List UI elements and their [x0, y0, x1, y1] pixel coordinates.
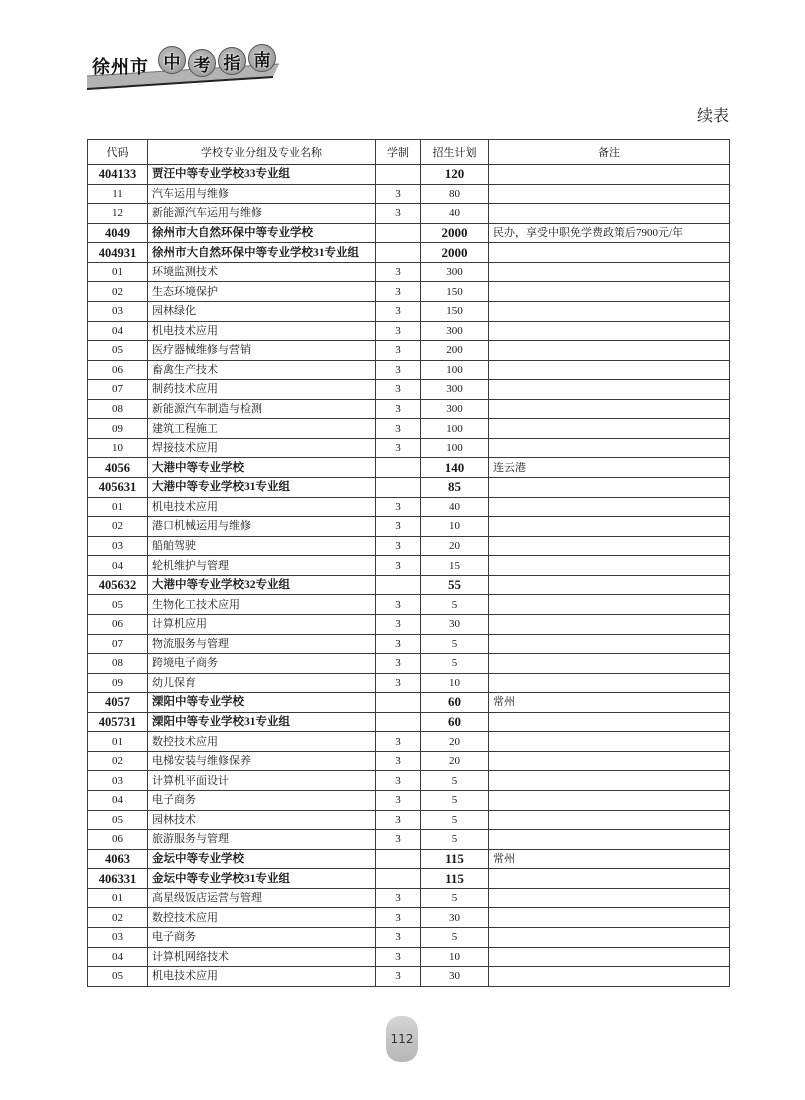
cell-plan: 80 [421, 184, 489, 204]
cell-plan: 5 [421, 595, 489, 615]
cell-note [489, 927, 730, 947]
cell-name: 旅游服务与管理 [148, 830, 376, 850]
logo-city: 徐州市 [92, 57, 149, 78]
enrollment-table [87, 139, 730, 987]
cell-plan: 20 [421, 751, 489, 771]
cell-code: 08 [88, 399, 148, 419]
cell-plan: 140 [421, 458, 489, 478]
cell-code: 02 [88, 908, 148, 928]
cell-name: 电梯安装与维修保养 [148, 751, 376, 771]
cell-years [376, 869, 421, 889]
column-header-years: 学制 [376, 140, 421, 165]
cell-note [489, 712, 730, 732]
cell-plan: 100 [421, 360, 489, 380]
continued-label: 续表 [696, 108, 729, 125]
cell-code: 4063 [88, 849, 148, 869]
cell-name: 数控技术应用 [148, 908, 376, 928]
cell-code: 01 [88, 262, 148, 282]
column-header-name: 学校专业分组及专业名称 [148, 140, 376, 165]
cell-name: 新能源汽车制造与检测 [148, 399, 376, 419]
cell-code: 404931 [88, 243, 148, 263]
cell-plan: 5 [421, 771, 489, 791]
cell-note [489, 282, 730, 302]
cell-years: 3 [376, 419, 421, 439]
cell-note [489, 771, 730, 791]
school-row [88, 458, 730, 478]
cell-note [489, 517, 730, 537]
cell-plan: 30 [421, 908, 489, 928]
cell-years [376, 849, 421, 869]
cell-note [489, 301, 730, 321]
cell-name: 高星级饭店运营与管理 [148, 888, 376, 908]
cell-plan: 5 [421, 634, 489, 654]
cell-name: 徐州市大自然环保中等专业学校 [148, 223, 376, 243]
cell-name: 物流服务与管理 [148, 634, 376, 654]
major-row [88, 947, 730, 967]
cell-plan: 120 [421, 165, 489, 185]
cell-years: 3 [376, 497, 421, 517]
cell-name: 医疗器械维修与营销 [148, 341, 376, 361]
school-row [88, 693, 730, 713]
major-row [88, 595, 730, 615]
major-row [88, 732, 730, 752]
cell-plan: 150 [421, 282, 489, 302]
cell-code: 08 [88, 654, 148, 674]
logo-title-char: 中 [158, 46, 186, 74]
cell-code: 405731 [88, 712, 148, 732]
group-row [88, 165, 730, 185]
cell-years [376, 165, 421, 185]
cell-name: 机电技术应用 [148, 967, 376, 987]
cell-name: 机电技术应用 [148, 497, 376, 517]
cell-plan: 15 [421, 556, 489, 576]
cell-plan: 5 [421, 810, 489, 830]
cell-years: 3 [376, 556, 421, 576]
cell-years [376, 223, 421, 243]
cell-code: 4056 [88, 458, 148, 478]
major-row [88, 184, 730, 204]
cell-note [489, 262, 730, 282]
cell-code: 07 [88, 380, 148, 400]
major-row [88, 908, 730, 928]
cell-code: 04 [88, 556, 148, 576]
cell-note [489, 654, 730, 674]
cell-note [489, 810, 730, 830]
cell-note [489, 497, 730, 517]
cell-plan: 10 [421, 673, 489, 693]
cell-name: 汽车运用与维修 [148, 184, 376, 204]
table-body [88, 165, 730, 987]
column-header-plan: 招生计划 [421, 140, 489, 165]
major-row [88, 360, 730, 380]
cell-plan: 115 [421, 849, 489, 869]
cell-years: 3 [376, 360, 421, 380]
major-row [88, 967, 730, 987]
cell-note [489, 556, 730, 576]
cell-years: 3 [376, 614, 421, 634]
cell-name: 电子商务 [148, 791, 376, 811]
cell-years [376, 458, 421, 478]
column-header-code: 代码 [88, 140, 148, 165]
cell-note [489, 438, 730, 458]
cell-name: 跨境电子商务 [148, 654, 376, 674]
cell-plan: 100 [421, 419, 489, 439]
cell-plan: 10 [421, 517, 489, 537]
cell-code: 11 [88, 184, 148, 204]
cell-code: 404133 [88, 165, 148, 185]
cell-code: 04 [88, 947, 148, 967]
cell-name: 计算机应用 [148, 614, 376, 634]
cell-name: 溧阳中等专业学校 [148, 693, 376, 713]
cell-note [489, 791, 730, 811]
group-row [88, 869, 730, 889]
major-row [88, 673, 730, 693]
major-row [88, 341, 730, 361]
cell-years: 3 [376, 908, 421, 928]
cell-note [489, 165, 730, 185]
cell-code: 06 [88, 360, 148, 380]
cell-note [489, 321, 730, 341]
cell-note [489, 947, 730, 967]
cell-code: 07 [88, 634, 148, 654]
major-row [88, 419, 730, 439]
cell-years: 3 [376, 399, 421, 419]
major-row [88, 654, 730, 674]
cell-years: 3 [376, 536, 421, 556]
cell-years [376, 243, 421, 263]
cell-code: 02 [88, 517, 148, 537]
cell-years: 3 [376, 341, 421, 361]
cell-note [489, 869, 730, 889]
cell-note [489, 595, 730, 615]
cell-note [489, 888, 730, 908]
cell-plan: 5 [421, 654, 489, 674]
table-header [88, 140, 730, 165]
cell-plan: 5 [421, 927, 489, 947]
cell-code: 02 [88, 751, 148, 771]
cell-plan: 300 [421, 321, 489, 341]
cell-code: 4057 [88, 693, 148, 713]
cell-plan: 5 [421, 791, 489, 811]
cell-name: 大港中等专业学校31专业组 [148, 478, 376, 498]
cell-note [489, 732, 730, 752]
cell-years [376, 693, 421, 713]
cell-plan: 100 [421, 438, 489, 458]
major-row [88, 634, 730, 654]
cell-plan: 300 [421, 380, 489, 400]
cell-years: 3 [376, 673, 421, 693]
logo-title [158, 46, 276, 77]
header-row [88, 140, 730, 165]
cell-years: 3 [376, 751, 421, 771]
cell-years: 3 [376, 927, 421, 947]
cell-years: 3 [376, 791, 421, 811]
cell-name: 溧阳中等专业学校31专业组 [148, 712, 376, 732]
page-number: 112 [386, 1016, 418, 1062]
cell-note [489, 341, 730, 361]
cell-name: 畜禽生产技术 [148, 360, 376, 380]
cell-note [489, 673, 730, 693]
cell-name: 新能源汽车运用与维修 [148, 204, 376, 224]
logo-title-char: 考 [188, 49, 216, 77]
major-row [88, 517, 730, 537]
cell-note [489, 614, 730, 634]
major-row [88, 614, 730, 634]
cell-code: 01 [88, 732, 148, 752]
cell-plan: 40 [421, 497, 489, 517]
cell-code: 03 [88, 771, 148, 791]
cell-name: 园林技术 [148, 810, 376, 830]
school-row [88, 223, 730, 243]
cell-years: 3 [376, 301, 421, 321]
cell-name: 计算机网络技术 [148, 947, 376, 967]
cell-name: 电子商务 [148, 927, 376, 947]
cell-note [489, 575, 730, 595]
cell-years: 3 [376, 654, 421, 674]
cell-code: 09 [88, 673, 148, 693]
cell-years: 3 [376, 517, 421, 537]
cell-years: 3 [376, 204, 421, 224]
cell-plan: 20 [421, 732, 489, 752]
cell-plan: 300 [421, 399, 489, 419]
cell-name: 计算机平面设计 [148, 771, 376, 791]
cell-plan: 5 [421, 830, 489, 850]
cell-name: 建筑工程施工 [148, 419, 376, 439]
cell-note [489, 243, 730, 263]
cell-note [489, 634, 730, 654]
cell-years: 3 [376, 830, 421, 850]
cell-code: 405631 [88, 478, 148, 498]
major-row [88, 751, 730, 771]
cell-years: 3 [376, 967, 421, 987]
cell-note [489, 380, 730, 400]
major-row [88, 399, 730, 419]
cell-note [489, 204, 730, 224]
major-row [88, 497, 730, 517]
cell-plan: 55 [421, 575, 489, 595]
cell-code: 10 [88, 438, 148, 458]
cell-code: 03 [88, 927, 148, 947]
cell-code: 01 [88, 888, 148, 908]
major-row [88, 536, 730, 556]
major-row [88, 927, 730, 947]
cell-note [489, 536, 730, 556]
group-row [88, 478, 730, 498]
cell-plan: 20 [421, 536, 489, 556]
cell-code: 03 [88, 536, 148, 556]
cell-name: 轮机维护与管理 [148, 556, 376, 576]
cell-years [376, 478, 421, 498]
cell-plan: 60 [421, 693, 489, 713]
cell-name: 金坛中等专业学校 [148, 849, 376, 869]
major-row [88, 282, 730, 302]
cell-name: 大港中等专业学校 [148, 458, 376, 478]
cell-years [376, 712, 421, 732]
major-row [88, 830, 730, 850]
cell-code: 09 [88, 419, 148, 439]
cell-plan: 10 [421, 947, 489, 967]
cell-plan: 85 [421, 478, 489, 498]
major-row [88, 888, 730, 908]
cell-name: 生态环境保护 [148, 282, 376, 302]
group-row [88, 575, 730, 595]
cell-years: 3 [376, 732, 421, 752]
cell-code: 06 [88, 614, 148, 634]
major-row [88, 556, 730, 576]
cell-plan: 150 [421, 301, 489, 321]
major-row [88, 262, 730, 282]
cell-years: 3 [376, 595, 421, 615]
cell-code: 05 [88, 595, 148, 615]
major-row [88, 791, 730, 811]
cell-code: 4049 [88, 223, 148, 243]
cell-plan: 5 [421, 888, 489, 908]
cell-code: 02 [88, 282, 148, 302]
cell-years: 3 [376, 888, 421, 908]
cell-plan: 30 [421, 614, 489, 634]
cell-code: 04 [88, 791, 148, 811]
cell-years: 3 [376, 947, 421, 967]
major-row [88, 810, 730, 830]
cell-name: 机电技术应用 [148, 321, 376, 341]
cell-note: 常州 [489, 693, 730, 713]
cell-note [489, 419, 730, 439]
cell-plan: 300 [421, 262, 489, 282]
cell-plan: 115 [421, 869, 489, 889]
cell-name: 制药技术应用 [148, 380, 376, 400]
cell-note [489, 751, 730, 771]
cell-name: 徐州市大自然环保中等专业学校31专业组 [148, 243, 376, 263]
cell-years: 3 [376, 810, 421, 830]
cell-name: 船舶驾驶 [148, 536, 376, 556]
cell-name: 园林绿化 [148, 301, 376, 321]
cell-name: 环境监测技术 [148, 262, 376, 282]
cell-code: 12 [88, 204, 148, 224]
cell-name: 数控技术应用 [148, 732, 376, 752]
cell-years: 3 [376, 321, 421, 341]
cell-code: 03 [88, 301, 148, 321]
cell-code: 05 [88, 341, 148, 361]
cell-years: 3 [376, 771, 421, 791]
logo-title-char: 指 [218, 47, 246, 75]
major-row [88, 380, 730, 400]
cell-years: 3 [376, 634, 421, 654]
cell-years: 3 [376, 438, 421, 458]
logo-title-char: 南 [248, 44, 276, 72]
cell-years: 3 [376, 282, 421, 302]
cell-code: 01 [88, 497, 148, 517]
cell-name: 焊接技术应用 [148, 438, 376, 458]
cell-code: 04 [88, 321, 148, 341]
cell-note [489, 184, 730, 204]
cell-years: 3 [376, 262, 421, 282]
major-row [88, 771, 730, 791]
cell-plan: 200 [421, 341, 489, 361]
cell-note [489, 399, 730, 419]
cell-code: 06 [88, 830, 148, 850]
cell-plan: 2000 [421, 243, 489, 263]
major-row [88, 204, 730, 224]
cell-note [489, 967, 730, 987]
group-row [88, 243, 730, 263]
guide-logo [87, 40, 282, 92]
cell-years [376, 575, 421, 595]
cell-plan: 2000 [421, 223, 489, 243]
cell-code: 406331 [88, 869, 148, 889]
cell-plan: 60 [421, 712, 489, 732]
cell-years: 3 [376, 184, 421, 204]
cell-note [489, 360, 730, 380]
cell-name: 大港中等专业学校32专业组 [148, 575, 376, 595]
cell-note: 常州 [489, 849, 730, 869]
major-row [88, 301, 730, 321]
cell-note [489, 908, 730, 928]
cell-name: 生物化工技术应用 [148, 595, 376, 615]
school-row [88, 849, 730, 869]
cell-plan: 30 [421, 967, 489, 987]
cell-code: 05 [88, 967, 148, 987]
cell-name: 幼儿保育 [148, 673, 376, 693]
group-row [88, 712, 730, 732]
cell-note [489, 478, 730, 498]
column-header-note: 备注 [489, 140, 730, 165]
major-row [88, 438, 730, 458]
cell-name: 港口机械运用与维修 [148, 517, 376, 537]
cell-note: 连云港 [489, 458, 730, 478]
cell-name: 金坛中等专业学校31专业组 [148, 869, 376, 889]
cell-name: 贾汪中等专业学校33专业组 [148, 165, 376, 185]
cell-note: 民办，享受中职免学费政策后7900元/年 [489, 223, 730, 243]
cell-code: 405632 [88, 575, 148, 595]
cell-years: 3 [376, 380, 421, 400]
major-row [88, 321, 730, 341]
cell-plan: 40 [421, 204, 489, 224]
cell-note [489, 830, 730, 850]
cell-code: 05 [88, 810, 148, 830]
